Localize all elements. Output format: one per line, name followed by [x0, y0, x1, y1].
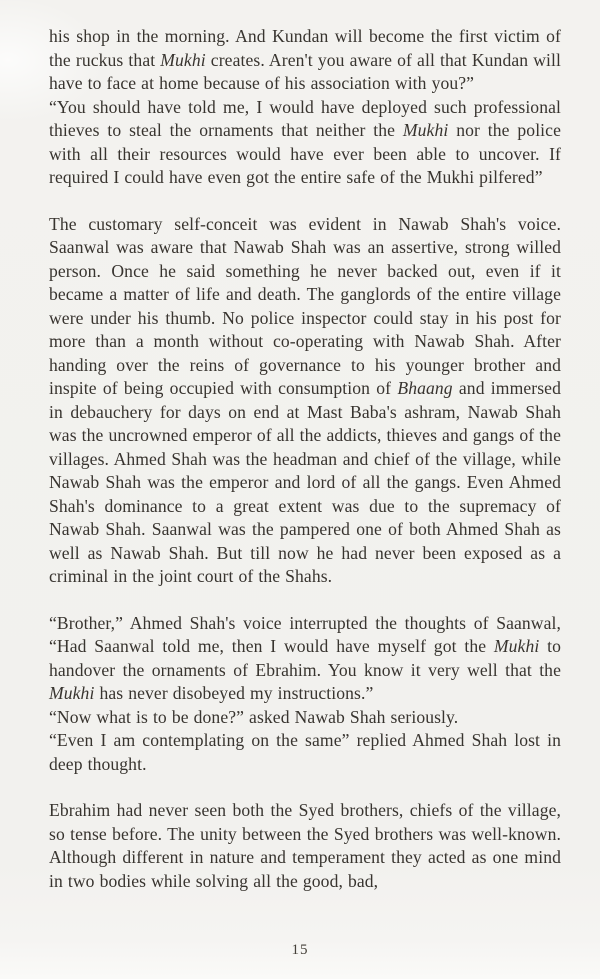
text-run: “Brother,” Ahmed Shah's voice interrupted the thoughts of Saanwal, “Had Saanwal told me, then I would have myself got the [49, 612, 561, 656]
text-block [49, 25, 561, 893]
page-number: 15 [291, 942, 309, 958]
text-run: has never disobeyed my instructions.” [94, 683, 374, 703]
paragraph [49, 25, 561, 96]
paragraph [49, 729, 561, 776]
paragraph [49, 96, 561, 190]
paragraph [49, 213, 561, 589]
text-run: Ebrahim had never seen both the Syed brothers, chiefs of the village, so tense before. The unity between the Syed brothers was well-known. Although different in nature and temperament they acted as one mind in two bodies while solving all the good, bad, [49, 800, 561, 891]
paragraph [49, 612, 561, 706]
paragraph [49, 706, 561, 730]
text-run-italic: Mukhi [402, 120, 449, 140]
text-run-italic: Mukhi [493, 636, 540, 656]
page-footer [0, 941, 600, 959]
text-run-italic: Mukhi [49, 683, 95, 703]
text-run: to handover the ornaments of Ebrahim. You know it very well that the [49, 636, 561, 680]
text-run: “Now what is to be done?” asked Nawab Shah seriously. [49, 706, 459, 727]
paragraph [49, 799, 561, 893]
text-run-italic: Bhaang [397, 378, 453, 398]
text-run: creates. Aren't you aware of all that Kundan will have to face at home because of his association with you?” [49, 49, 561, 93]
text-run: “You should have told me, I would have deployed such professional thieves to steal the ornaments that neither the [49, 96, 561, 140]
text-run: and immersed in debauchery for days on end at Mast Baba's ashram, Nawab Shah was the uncrowned emperor of all the addicts, thieves and gangs of the villages. Ahmed Shah was the headman and chief of the village, while Nawab Shah was the emperor and lord of all the gangs. Even Ahmed Shah's dominance to a great extent was due to the supremacy of Nawab Shah. Saanwal was the pampered one of both Ahmed Shah as well as Nawab Shah. But till now he had never been exposed as a criminal in the joint court of the Shahs. [49, 378, 561, 586]
text-run: nor the police with all their resources would have ever been able to uncover. If required I could have even got the entire safe of the Mukhi pilfered” [49, 120, 561, 187]
text-run: “Even I am contemplating on the same” replied Ahmed Shah lost in deep thought. [49, 730, 561, 774]
text-run-italic: Mukhi [160, 49, 206, 70]
text-run: The customary self-conceit was evident in Nawab Shah's voice. Saanwal was aware that Nawab Shah was an assertive, strong willed person. Once he said something he never backed out, even if it became a matter of life and death. The ganglords of the entire village were under his thumb. No police inspector could stay in his post for more than a month without co-operating with Nawab Shah. After handing over the reins of governance to his younger brother and inspite of being occupied with consumption of [49, 213, 561, 398]
text-run: his shop in the morning. And Kundan will become the first victim of the ruckus that [49, 26, 561, 70]
